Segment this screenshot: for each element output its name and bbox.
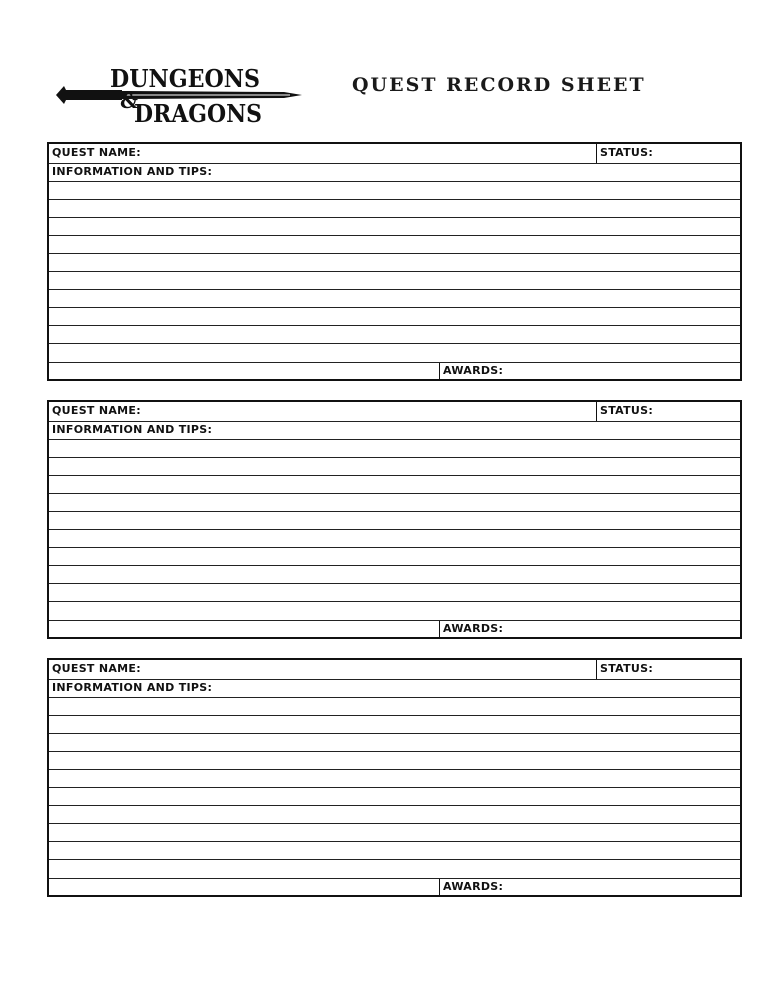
info-line[interactable] — [49, 788, 740, 806]
info-line[interactable] — [49, 806, 740, 824]
quest-name-label: QUEST NAME: — [52, 146, 141, 159]
divider — [596, 144, 597, 163]
info-header-row — [49, 680, 740, 698]
info-line[interactable] — [49, 476, 740, 494]
quest-record-block — [47, 400, 742, 639]
awards-field[interactable] — [507, 363, 740, 379]
logo-word-dragons: DRAGONS — [134, 99, 262, 126]
quest-name-field[interactable] — [139, 402, 595, 421]
dungeons-and-dragons-logo — [54, 64, 304, 126]
quest-record-block — [47, 142, 742, 381]
info-line[interactable] — [49, 716, 740, 734]
info-line[interactable] — [49, 698, 740, 716]
awards-field[interactable] — [507, 621, 740, 637]
info-line[interactable] — [49, 236, 740, 254]
awards-row — [49, 621, 740, 637]
quest-name-field[interactable] — [139, 144, 595, 163]
info-line[interactable] — [49, 254, 740, 272]
info-line[interactable] — [49, 326, 740, 344]
info-line[interactable] — [49, 584, 740, 602]
quest-name-label: QUEST NAME: — [52, 662, 141, 675]
awards-blank-field[interactable] — [49, 621, 439, 637]
status-field[interactable] — [655, 660, 740, 679]
info-line[interactable] — [49, 530, 740, 548]
info-header-row — [49, 164, 740, 182]
status-label: STATUS: — [600, 404, 654, 417]
awards-field[interactable] — [507, 879, 740, 895]
awards-blank-field[interactable] — [49, 363, 439, 379]
status-label: STATUS: — [600, 662, 654, 675]
info-line[interactable] — [49, 218, 740, 236]
info-header-row — [49, 422, 740, 440]
info-label: INFORMATION AND TIPS: — [52, 165, 213, 178]
quest-header-row — [49, 144, 740, 164]
info-line[interactable] — [49, 272, 740, 290]
logo-ampersand: & — [120, 89, 139, 113]
awards-label: AWARDS: — [443, 880, 504, 893]
info-line[interactable] — [49, 182, 740, 200]
divider — [596, 660, 597, 679]
info-line[interactable] — [49, 842, 740, 860]
quest-record-block — [47, 658, 742, 897]
quest-name-label: QUEST NAME: — [52, 404, 141, 417]
info-line[interactable] — [49, 824, 740, 842]
quest-header-row — [49, 660, 740, 680]
page-header — [0, 0, 768, 140]
info-label: INFORMATION AND TIPS: — [52, 681, 213, 694]
status-label: STATUS: — [600, 146, 654, 159]
info-line[interactable] — [49, 752, 740, 770]
status-field[interactable] — [655, 144, 740, 163]
awards-row — [49, 363, 740, 379]
divider — [439, 879, 440, 895]
info-line[interactable] — [49, 290, 740, 308]
info-line[interactable] — [49, 308, 740, 326]
info-line[interactable] — [49, 770, 740, 788]
info-line[interactable] — [49, 458, 740, 476]
info-line[interactable] — [49, 602, 740, 621]
info-line[interactable] — [49, 200, 740, 218]
info-line[interactable] — [49, 512, 740, 530]
status-field[interactable] — [655, 402, 740, 421]
quest-header-row — [49, 402, 740, 422]
page-title: QUEST RECORD SHEET — [352, 74, 646, 96]
info-line[interactable] — [49, 734, 740, 752]
info-line[interactable] — [49, 494, 740, 512]
logo-word-dungeons: DUNGEONS — [110, 64, 260, 93]
divider — [439, 363, 440, 379]
quest-name-field[interactable] — [139, 660, 595, 679]
divider — [439, 621, 440, 637]
info-line[interactable] — [49, 566, 740, 584]
info-line[interactable] — [49, 860, 740, 879]
info-line[interactable] — [49, 548, 740, 566]
awards-blank-field[interactable] — [49, 879, 439, 895]
info-line[interactable] — [49, 344, 740, 363]
info-line[interactable] — [49, 440, 740, 458]
awards-label: AWARDS: — [443, 364, 504, 377]
awards-row — [49, 879, 740, 895]
divider — [596, 402, 597, 421]
awards-label: AWARDS: — [443, 622, 504, 635]
info-label: INFORMATION AND TIPS: — [52, 423, 213, 436]
